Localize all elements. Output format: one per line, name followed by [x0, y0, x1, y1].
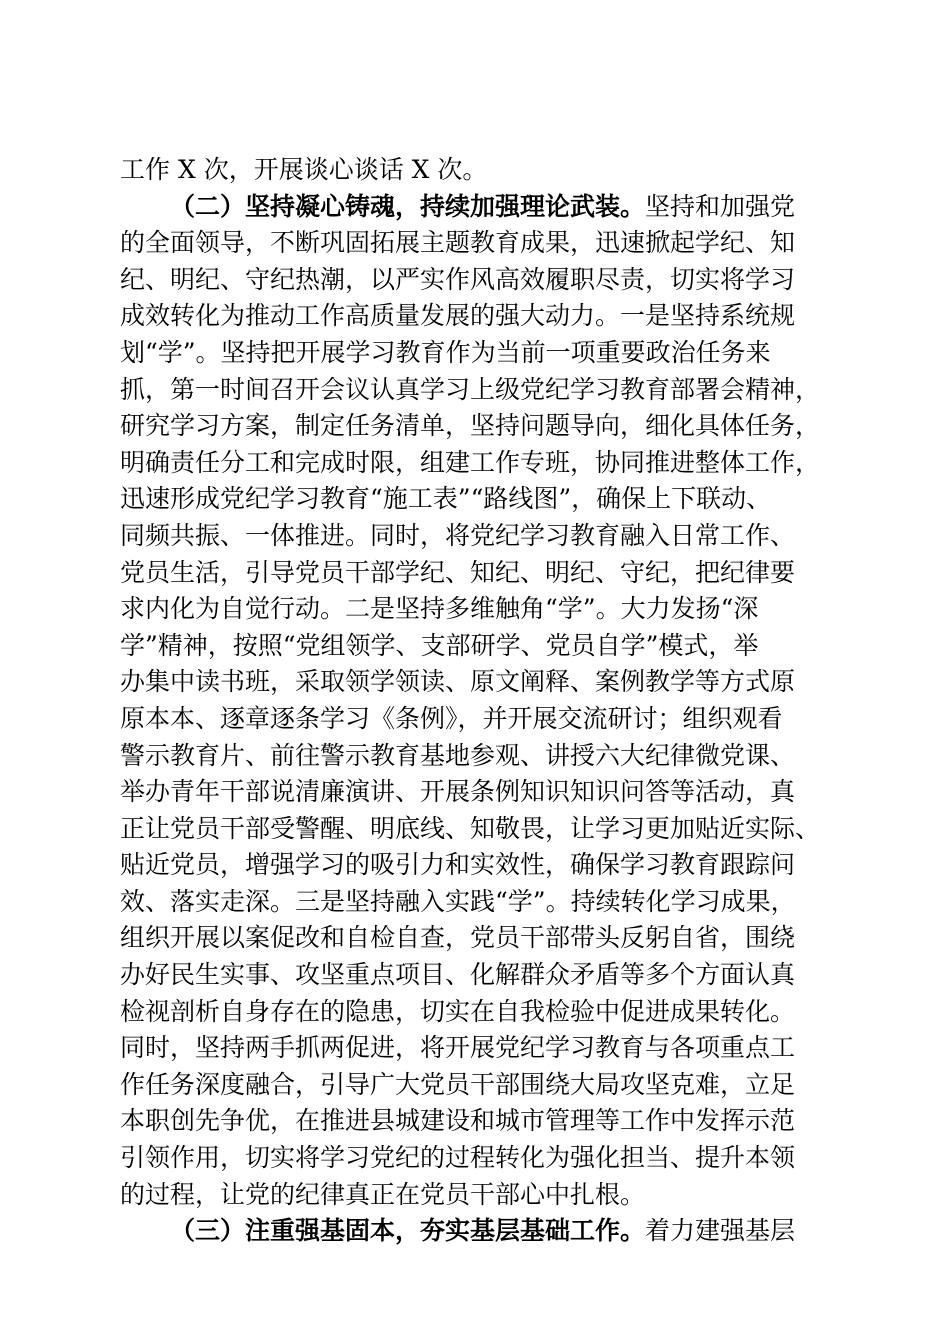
text-line [120, 701, 832, 738]
text-line [120, 847, 832, 884]
text-line [120, 445, 832, 482]
text-line [120, 152, 832, 189]
text-line [120, 335, 832, 372]
body-text-segment: 工作 X 次，开展谈心谈话 X 次。 [120, 155, 488, 184]
section-heading: （二）坚持凝心铸魂，持续加强理论武装。 [170, 191, 646, 221]
body-text-segment: 学”精神，按照“党组领学、支部研学、党员自学”模式，举 [120, 630, 759, 660]
text-line [120, 1140, 832, 1177]
body-text-segment: 的全面领导，不断巩固拓展主题教育成果，迅速掀起学纪、知 [120, 228, 796, 258]
body-text-segment: 原本本、逐章逐条学习《条例》，并开展交流研讨；组织观看 [120, 703, 783, 733]
body-text-segment: 贴近党员，增强学习的吸引力和实效性，确保学习教育跟踪问 [120, 850, 796, 880]
text-line [120, 1030, 832, 1067]
body-text-segment: 着力建强基层 [645, 1216, 796, 1246]
body-text-segment: 组织开展以案促改和自检自查，党员干部带头反躬自省，围绕 [120, 923, 796, 953]
text-line [120, 591, 832, 628]
text-line [120, 518, 832, 555]
body-text-segment: 抓，第一时间召开会议认真学习上级党纪学习教育部署会精神， [120, 374, 821, 404]
text-line [120, 1213, 832, 1250]
body-text-segment: 纪、明纪、守纪热潮，以严实作风高效履职尽责，切实将学习 [120, 264, 796, 294]
section-heading: （三）注重强基固本，夯实基层基础工作。 [170, 1216, 646, 1246]
text-line [120, 1067, 832, 1104]
body-text-segment: 坚持和加强党 [645, 191, 796, 221]
text-line [120, 1103, 832, 1140]
text-line [120, 1177, 832, 1214]
body-text-segment: 引领作用，切实将学习党纪的过程转化为强化担当、提升本领 [120, 1143, 796, 1173]
body-text-segment: 举办青年干部说清廉演讲、开展条例知识知识问答等活动，真 [120, 777, 796, 807]
body-text-segment: 办好民生实事、攻坚重点项目、化解群众矛盾等多个方面认真 [120, 960, 796, 990]
text-line [120, 555, 832, 592]
text-line [120, 262, 832, 299]
body-text-segment: 研究学习方案，制定任务清单，坚持问题导向，细化具体任务， [120, 411, 821, 441]
text-line [120, 957, 832, 994]
text-line [120, 738, 832, 775]
body-text-segment: 迅速形成党纪学习教育“施工表”“路线图”，确保上下联动、 [120, 484, 772, 514]
body-text-segment: 办集中读书班，采取领学领读、原文阐释、案例教学等方式原 [120, 667, 796, 697]
text-line [120, 774, 832, 811]
body-text-segment: 党员生活，引导党员干部学纪、知纪、明纪、守纪，把纪律要 [120, 557, 796, 587]
body-text-segment: 检视剖析自身存在的隐患，切实在自我检验中促进成果转化。 [120, 996, 796, 1026]
body-text [120, 152, 832, 1250]
body-text-segment: 同频共振、一体推进。同时，将党纪学习教育融入日常工作、 [120, 520, 796, 550]
text-line [120, 994, 832, 1031]
body-text-segment: 正让党员干部受警醒、明底线、知敬畏，让学习更加贴近实际、 [120, 813, 821, 843]
body-text-segment: 求内化为自觉行动。二是坚持多维触角“学”。大力发扬“深 [120, 594, 759, 624]
text-line [120, 481, 832, 518]
text-line [120, 664, 832, 701]
text-line [120, 225, 832, 262]
text-line [120, 884, 832, 921]
body-text-segment: 本职创先争优，在推进县城建设和城市管理等工作中发挥示范 [120, 1106, 796, 1136]
body-text-segment: 同时，坚持两手抓两促进，将开展党纪学习教育与各项重点工 [120, 1033, 796, 1063]
body-text-segment: 效、落实走深。三是坚持融入实践“学”。持续转化学习成果， [120, 886, 796, 916]
text-line [120, 920, 832, 957]
text-line [120, 628, 832, 665]
text-line [120, 298, 832, 335]
body-text-segment: 的过程，让党的纪律真正在党员干部心中扎根。 [120, 1179, 646, 1209]
text-line [120, 189, 832, 226]
text-line [120, 372, 832, 409]
body-text-segment: 作任务深度融合，引导广大党员干部围绕大局攻坚克难，立足 [120, 1069, 796, 1099]
text-line [120, 408, 832, 445]
body-text-segment: 划“学”。坚持把开展学习教育作为当前一项重要政治任务来 [120, 337, 771, 367]
text-line [120, 811, 832, 848]
body-text-segment: 成效转化为推动工作高质量发展的强大动力。一是坚持系统规 [120, 301, 796, 331]
body-text-segment: 警示教育片、前往警示教育基地参观、讲授六大纪律微党课、 [120, 740, 796, 770]
body-text-segment: 明确责任分工和完成时限，组建工作专班，协同推进整体工作， [120, 447, 821, 477]
